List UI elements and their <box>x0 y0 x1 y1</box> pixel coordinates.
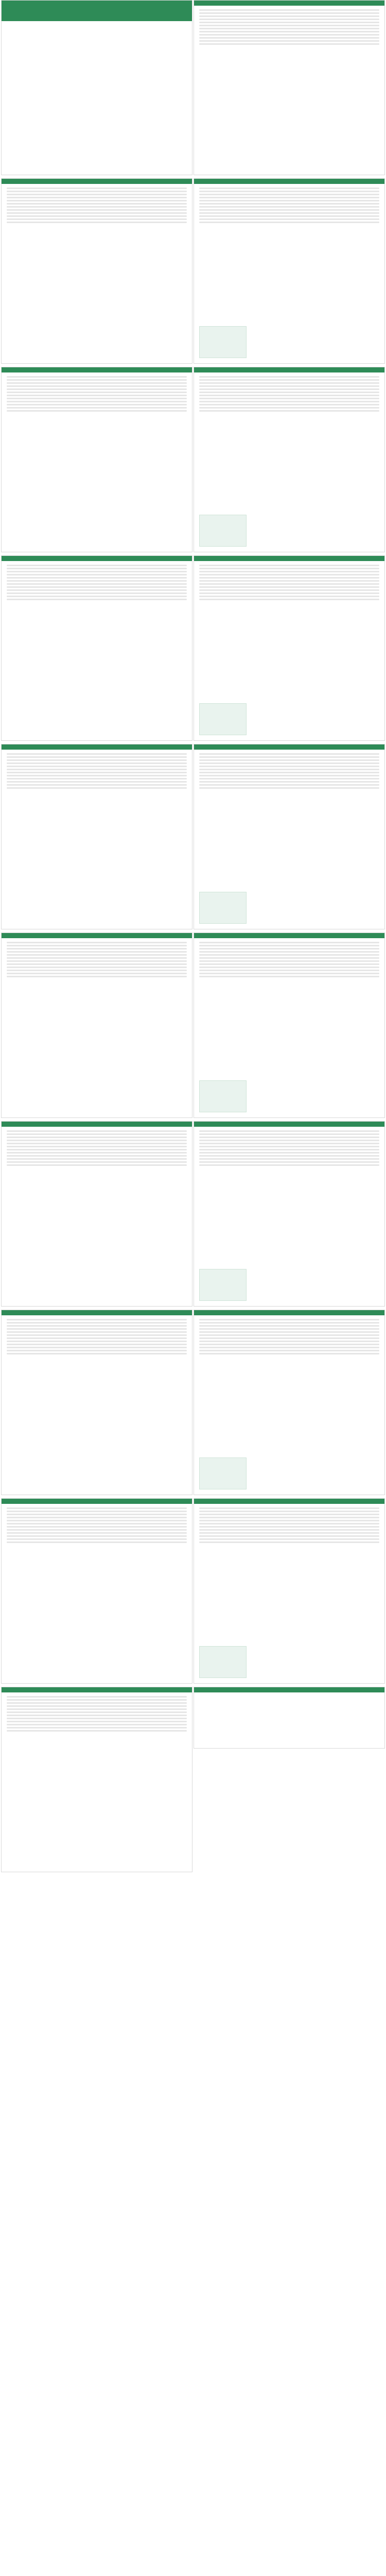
footer-slide <box>194 1687 385 1749</box>
slide-5 <box>194 367 385 552</box>
slide-10 <box>1 933 192 1118</box>
slide-text-lines <box>194 6 384 48</box>
slide-1 <box>194 0 385 175</box>
slide-11 <box>194 933 385 1118</box>
slide-4 <box>1 367 192 552</box>
slide-8 <box>1 744 192 929</box>
slide-14 <box>1 1310 192 1495</box>
slide-cover <box>1 0 192 175</box>
slide-3 <box>194 178 385 364</box>
slide-15 <box>194 1310 385 1495</box>
slide-13 <box>194 1121 385 1307</box>
slide-2 <box>1 178 192 364</box>
slide-7 <box>194 555 385 741</box>
slide-band <box>194 1 384 6</box>
cover-title-block <box>2 21 192 43</box>
slide-6 <box>1 555 192 741</box>
slide-9 <box>194 744 385 929</box>
slide-image <box>199 326 247 358</box>
slide-18 <box>1 1687 192 1872</box>
cover-band <box>2 1 192 21</box>
slide-16 <box>1 1498 192 1684</box>
slide-17 <box>194 1498 385 1684</box>
slide-12 <box>1 1121 192 1307</box>
